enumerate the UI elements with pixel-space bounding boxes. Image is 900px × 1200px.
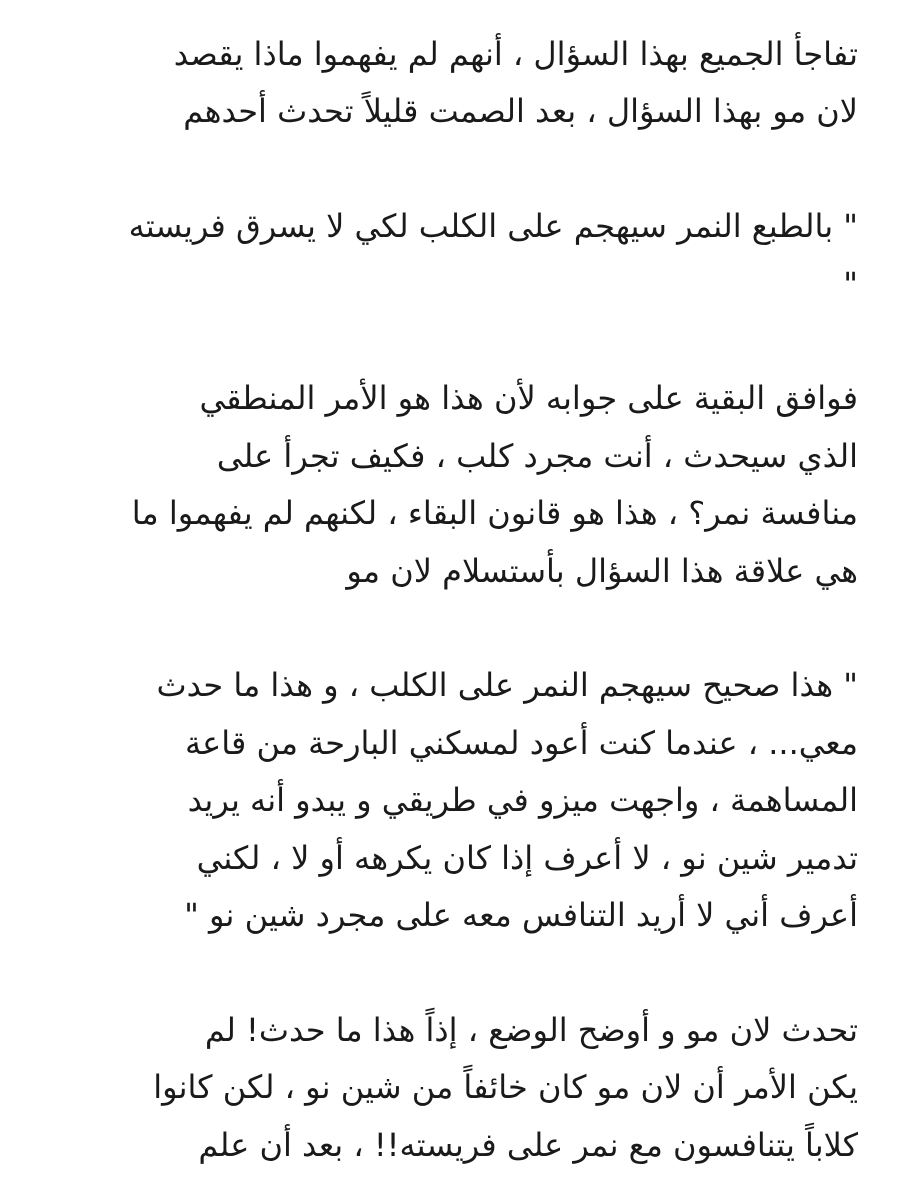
paragraph-gap bbox=[38, 600, 858, 657]
paragraph-gap bbox=[38, 141, 858, 198]
text-line: الذي سيحدث ، أنت مجرد كلب ، فكيف تجرأ على bbox=[216, 436, 858, 475]
paragraph-1 bbox=[38, 26, 858, 141]
paragraph-2 bbox=[38, 198, 858, 313]
paragraph-5 bbox=[38, 1002, 858, 1174]
text-line: " بالطبع النمر سيهجم على الكلب لكي لا يسرق فريسته bbox=[128, 207, 858, 246]
paragraph-4 bbox=[38, 657, 858, 944]
text-line: معي... ، عندما كنت أعود لمسكني البارحة من قاعة bbox=[184, 723, 858, 762]
text-line: فوافق البقية على جوابه لأن هذا هو الأمر المنطقي bbox=[199, 379, 858, 418]
text-line: " bbox=[843, 264, 858, 303]
text-line: كلاباً يتنافسون مع نمر على فريسته!! ، بعد أن علم bbox=[198, 1125, 858, 1164]
text-line: هي علاقة هذا السؤال بأستسلام لان مو bbox=[346, 551, 858, 590]
paragraph-3 bbox=[38, 370, 858, 600]
text-line: تدمير شين نو ، لا أعرف إذا كان يكرهه أو لا ، لكني bbox=[196, 838, 858, 877]
text-line: يكن الأمر أن لان مو كان خائفاً من شين نو ، لكن كانوا bbox=[153, 1068, 858, 1107]
text-line: تحدث لان مو و أوضح الوضع ، إذاً هذا ما حدث! لم bbox=[204, 1010, 858, 1049]
text-line: أعرف أني لا أريد التنافس معه على مجرد شين نو " bbox=[184, 896, 858, 935]
paragraph-gap bbox=[38, 313, 858, 370]
paragraph-gap bbox=[38, 944, 858, 1001]
text-line: لان مو بهذا السؤال ، بعد الصمت قليلاً تحدث أحدهم bbox=[183, 92, 858, 131]
text-line: تفاجأ الجميع بهذا السؤال ، أنهم لم يفهموا ماذا يقصد bbox=[173, 35, 858, 73]
text-line: منافسة نمر؟ ، هذا هو قانون البقاء ، لكنهم لم يفهموا ما bbox=[131, 494, 858, 533]
text-line: المساهمة ، واجهت ميزو في طريقي و يبدو أنه يريد bbox=[187, 781, 858, 820]
text-line: " هذا صحيح سيهجم النمر على الكلب ، و هذا ما حدث bbox=[156, 666, 858, 705]
